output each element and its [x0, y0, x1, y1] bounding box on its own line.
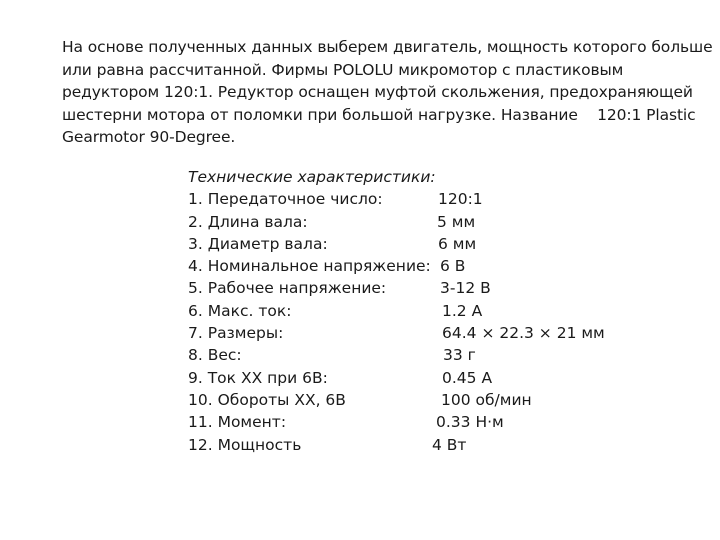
intro-line: или равна рассчитанной. Фирмы POLOLU микромотор с пластиковым [62, 60, 624, 79]
spec-value: 6 мм [438, 234, 477, 253]
spec-value: 33 г [443, 346, 476, 365]
spec-row [188, 411, 628, 433]
spec-value: 1.2 А [442, 301, 483, 320]
spec-value: 6 В [440, 257, 466, 276]
spec-label: 7. Размеры: [188, 324, 284, 343]
spec-row [188, 434, 628, 456]
spec-value: 3-12 В [440, 279, 491, 298]
spec-value: 4 Вт [432, 435, 467, 454]
spec-label: 1. Передаточное число: [188, 190, 383, 209]
spec-label: 2. Длина вала: [188, 212, 308, 231]
specs-heading: Технические характеристики: [188, 168, 436, 186]
spec-row [188, 322, 628, 344]
intro-line: На основе полученных данных выберем двигатель, мощность которого больше [62, 38, 713, 56]
spec-label: 9. Ток ХХ при 6В: [188, 368, 328, 387]
spec-row [188, 188, 628, 210]
spec-row [188, 255, 628, 277]
spec-row [188, 389, 628, 411]
spec-label: 12. Мощность [188, 435, 302, 454]
spec-label: 3. Диаметр вала: [188, 234, 328, 253]
intro-line: Gearmotor 90-Degree. [62, 128, 236, 146]
spec-row [188, 300, 628, 322]
spec-value: 0.33 Н·м [436, 413, 504, 432]
spec-row [188, 233, 628, 255]
spec-row [188, 367, 628, 389]
spec-label: 4. Номинальное напряжение: [188, 257, 431, 276]
spec-value: 64.4 × 22.3 × 21 мм [442, 324, 605, 343]
specs-list [188, 166, 628, 456]
spec-value: 0.45 А [442, 368, 493, 387]
spec-row [188, 277, 628, 299]
spec-row [188, 344, 628, 366]
spec-row [188, 211, 628, 233]
intro-paragraph [62, 36, 713, 149]
intro-line: редуктором 120:1. Редуктор оснащен муфтой скольжения, предохраняющей [62, 83, 693, 101]
spec-value: 120:1 [438, 190, 483, 209]
spec-label: 5. Рабочее напряжение: [188, 279, 387, 298]
spec-value: 100 об/мин [441, 390, 532, 409]
spec-label: 11. Момент: [188, 413, 287, 432]
spec-label: 6. Макс. ток: [188, 301, 292, 320]
spec-label: 10. Обороты ХХ, 6В [188, 390, 346, 409]
spec-value: 5 мм [437, 212, 476, 231]
spec-label: 8. Вес: [188, 346, 242, 365]
intro-line: шестерни мотора от поломки при большой нагрузке. Название 120:1 Plastic [62, 105, 696, 124]
